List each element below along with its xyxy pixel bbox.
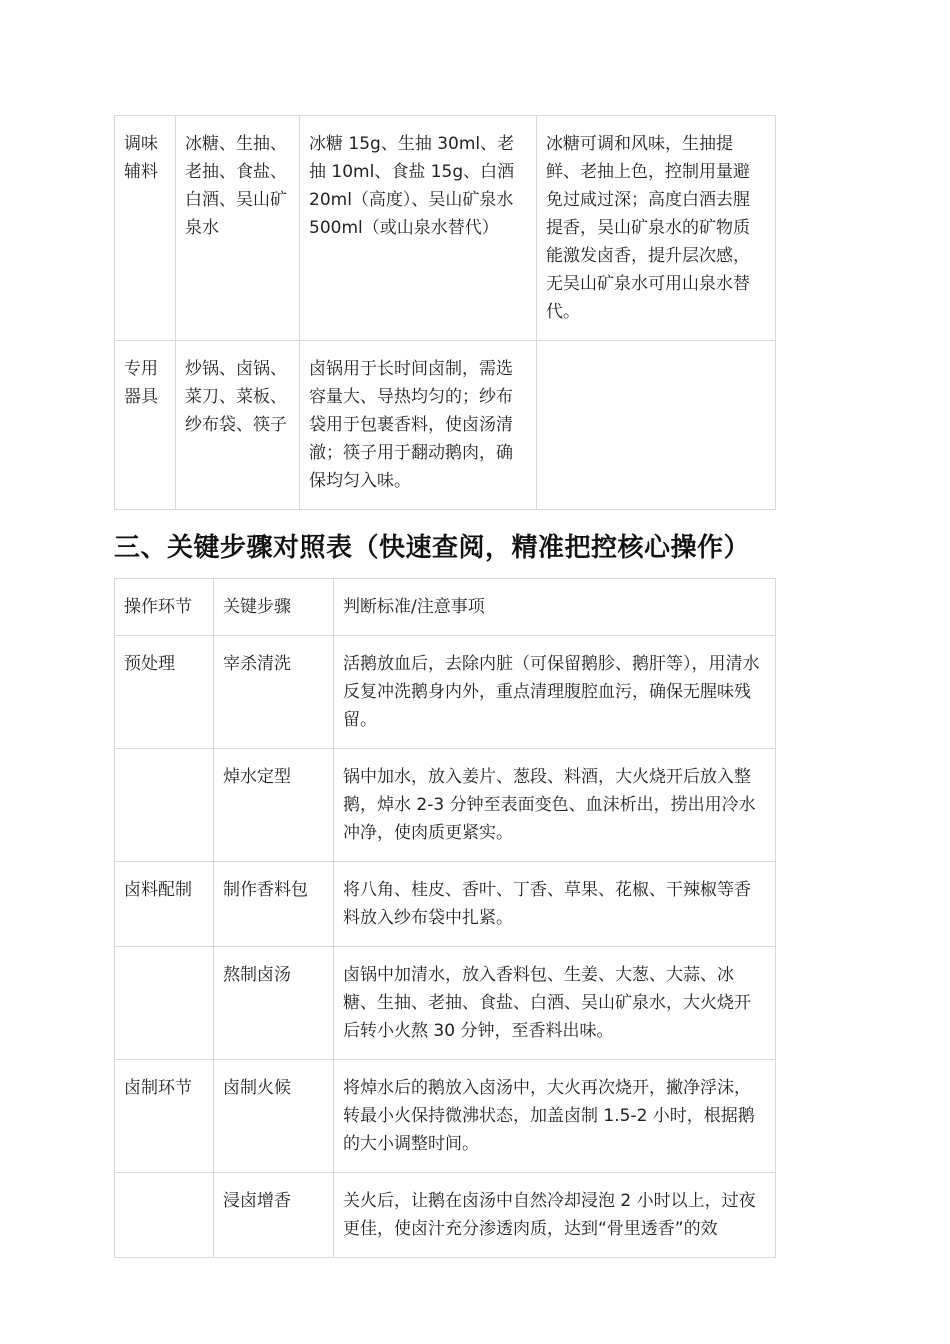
stage-cell: 预处理	[115, 636, 214, 749]
amount-cell: 冰糖 15g、生抽 30ml、老抽 10ml、食盐 15g、白酒 20ml（高度）、吴山矿泉水 500ml（或山泉水替代）	[300, 116, 537, 341]
stage-cell: 卤制环节	[115, 1060, 214, 1173]
note-cell	[537, 341, 776, 510]
detail-cell: 锅中加水，放入姜片、葱段、料酒，大火烧开后放入整鹅，焯水 2-3 分钟至表面变色、血沫析出，捞出用冷水冲净，使肉质更紧实。	[334, 749, 776, 862]
step-cell: 卤制火候	[214, 1060, 334, 1173]
stage-cell	[115, 947, 214, 1060]
table-row	[115, 636, 776, 749]
detail-cell: 卤锅中加清水，放入香料包、生姜、大葱、大蒜、冰糖、生抽、老抽、食盐、白酒、吴山矿泉水，大火烧开后转小火熬 30 分钟，至香料出味。	[334, 947, 776, 1060]
table-row	[115, 341, 776, 510]
step-cell: 焯水定型	[214, 749, 334, 862]
detail-cell: 关火后，让鹅在卤汤中自然冷却浸泡 2 小时以上，过夜更佳，使卤汁充分渗透肉质，达到“骨里透香”的效	[334, 1173, 776, 1258]
amount-cell: 卤锅用于长时间卤制，需选容量大、导热均匀的；纱布袋用于包裹香料，使卤汤清澈；筷子用于翻动鹅肉，确保均匀入味。	[300, 341, 537, 510]
detail-cell: 活鹅放血后，去除内脏（可保留鹅胗、鹅肝等），用清水反复冲洗鹅身内外，重点清理腹腔血污，确保无腥味残留。	[334, 636, 776, 749]
stage-cell	[115, 1173, 214, 1258]
section-title: 三、关键步骤对照表（快速查阅，精准把控核心操作）	[114, 533, 751, 563]
step-cell: 浸卤增香	[214, 1173, 334, 1258]
table-header-row	[115, 579, 776, 636]
table-row	[115, 1173, 776, 1258]
table-row	[115, 116, 776, 341]
detail-cell: 将焯水后的鹅放入卤汤中，大火再次烧开，撇净浮沫，转最小火保持微沸状态，加盖卤制 1.5-2 小时，根据鹅的大小调整时间。	[334, 1060, 776, 1173]
category-cell: 专用器具	[115, 341, 176, 510]
table-row	[115, 749, 776, 862]
table-row	[115, 1060, 776, 1173]
key-steps-table	[114, 578, 776, 1258]
category-cell: 调味辅料	[115, 116, 176, 341]
header-stage: 操作环节	[115, 579, 214, 636]
step-cell: 宰杀清洗	[214, 636, 334, 749]
materials-table	[114, 115, 776, 510]
stage-cell: 卤料配制	[115, 862, 214, 947]
note-cell: 冰糖可调和风味，生抽提鲜、老抽上色，控制用量避免过咸过深；高度白酒去腥提香，吴山矿泉水的矿物质能激发卤香，提升层次感，无吴山矿泉水可用山泉水替代。	[537, 116, 776, 341]
header-detail: 判断标准/注意事项	[334, 579, 776, 636]
table-row	[115, 947, 776, 1060]
header-step: 关键步骤	[214, 579, 334, 636]
items-cell: 炒锅、卤锅、菜刀、菜板、纱布袋、筷子	[176, 341, 300, 510]
step-cell: 制作香料包	[214, 862, 334, 947]
stage-cell	[115, 749, 214, 862]
detail-cell: 将八角、桂皮、香叶、丁香、草果、花椒、干辣椒等香料放入纱布袋中扎紧。	[334, 862, 776, 947]
step-cell: 熬制卤汤	[214, 947, 334, 1060]
items-cell: 冰糖、生抽、老抽、食盐、白酒、吴山矿泉水	[176, 116, 300, 341]
table-row	[115, 862, 776, 947]
